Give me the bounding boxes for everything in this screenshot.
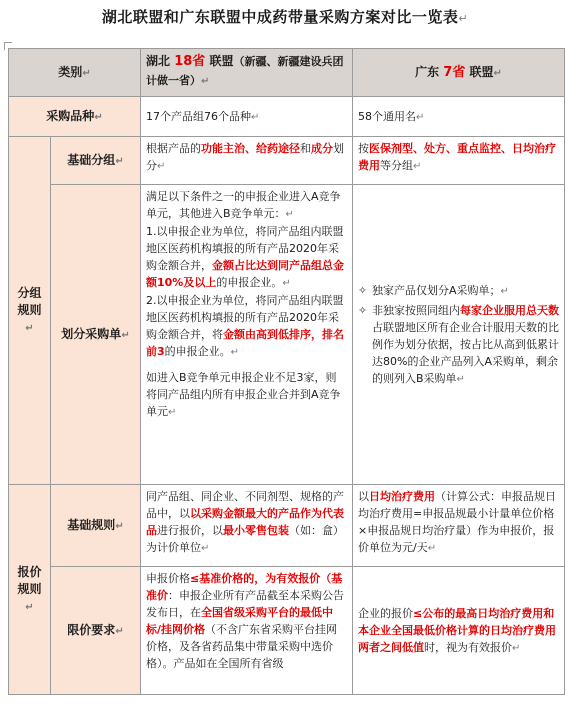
paragraph-mark: ↵	[458, 12, 469, 25]
table-row-basic-quote	[9, 485, 565, 567]
label-price-limit: 限价要求↵	[51, 567, 141, 695]
label-basic-quote-rules: 基础规则↵	[51, 485, 141, 567]
label-basic-grouping: 基础分组↵	[51, 137, 141, 185]
hubei-price-limit: 申报价格≤基准价格的，为有效报价（基准价：申报企业所有产品截至本采购公告发布日，在全国省级采购平台的最低中标/挂网价格（不含广东省采购平台挂网价格，及各省药品集中带量采购中选价格）。产品如在全国所有省级	[141, 567, 353, 695]
header-hubei: 湖北 18省 联盟（新疆、新疆建设兵团计做一省）↵	[141, 49, 353, 97]
table-row-purchase-units	[9, 185, 565, 485]
label-purchase-units: 划分采购单↵	[51, 185, 141, 485]
guangdong-varieties: 58个通用名↵	[353, 97, 565, 137]
label-quote-rules: 报价规则↵	[9, 485, 51, 695]
guangdong-basic-grouping: 按医保剂型、处方、重点监控、日均治疗费用等分组↵	[353, 137, 565, 185]
hubei-varieties: 17个产品组76个品种↵	[141, 97, 353, 137]
hubei-purchase-units: 满足以下条件之一的申报企业进入A竞争单元，其他进入B竞争单元：↵ 1.以申报企业为单位，将同产品组内联盟地区医药机构填报的所有产品2020年采购金额合并，金额占比达到同产品组总金额10%及以上的申报企业。↵ 2.以申报企业为单位，将同产品组内联盟地区医药机构填报的所有产品2020年采购金额合并，将金额由高到低排序，排名前3的申报企业。↵ 如进入B竞争单元申报企业不足3家，则将同产品组内所有申报企业合并到A竞争单元↵	[141, 185, 353, 485]
guangdong-purchase-units	[353, 185, 565, 485]
guangdong-price-limit: 企业的报价≤公布的最高日均治疗费用和本企业全国最低价格计算的日均治疗费用两者之间低值时，视为有效报价↵	[353, 567, 565, 695]
hubei-basic-grouping: 根据产品的功能主治、给药途径和成分划分↵	[141, 137, 353, 185]
diamond-bullet-icon: ✧	[358, 283, 368, 297]
table-row-varieties	[9, 97, 565, 137]
diamond-bullet-icon: ✧	[358, 303, 368, 317]
page-title: 湖北联盟和广东联盟中成药带量采购方案对比一览表↵	[101, 8, 469, 26]
list-item: ✧ 非独家按照同组内每家企业服用总天数占联盟地区所有企业合计服用天数的比例作为划分依据，按占比从高到低累计达80%的企业产品列入A采购单，剩余的则列入B采购单↵	[358, 302, 559, 388]
list-item: ✧ 独家产品仅划分A采购单；↵	[358, 282, 559, 300]
header-guangdong: 广东 7省 联盟↵	[353, 49, 565, 97]
guangdong-basic-quote-rules: 以日均治疗费用（计算公式：申报品规日均治疗费用=申报品规最小计量单位价格×申报品规日均治疗量）作为申报价，报价单位为元/天↵	[353, 485, 565, 567]
hubei-basic-quote-rules: 同产品组、同企业、不同剂型、规格的产品中，以以采购金额最大的产品作为代表品进行报价，以最小零售包装（如：盒）为计价单位↵	[141, 485, 353, 567]
table-row-basic-grouping	[9, 137, 565, 185]
label-grouping-rules: 分组规则↵	[9, 137, 51, 485]
table-row-price-limit	[9, 567, 565, 695]
comparison-table	[8, 48, 565, 695]
header-category: 类别↵	[9, 49, 141, 97]
label-varieties: 采购品种↵	[9, 97, 141, 137]
table-header-row	[9, 49, 565, 97]
